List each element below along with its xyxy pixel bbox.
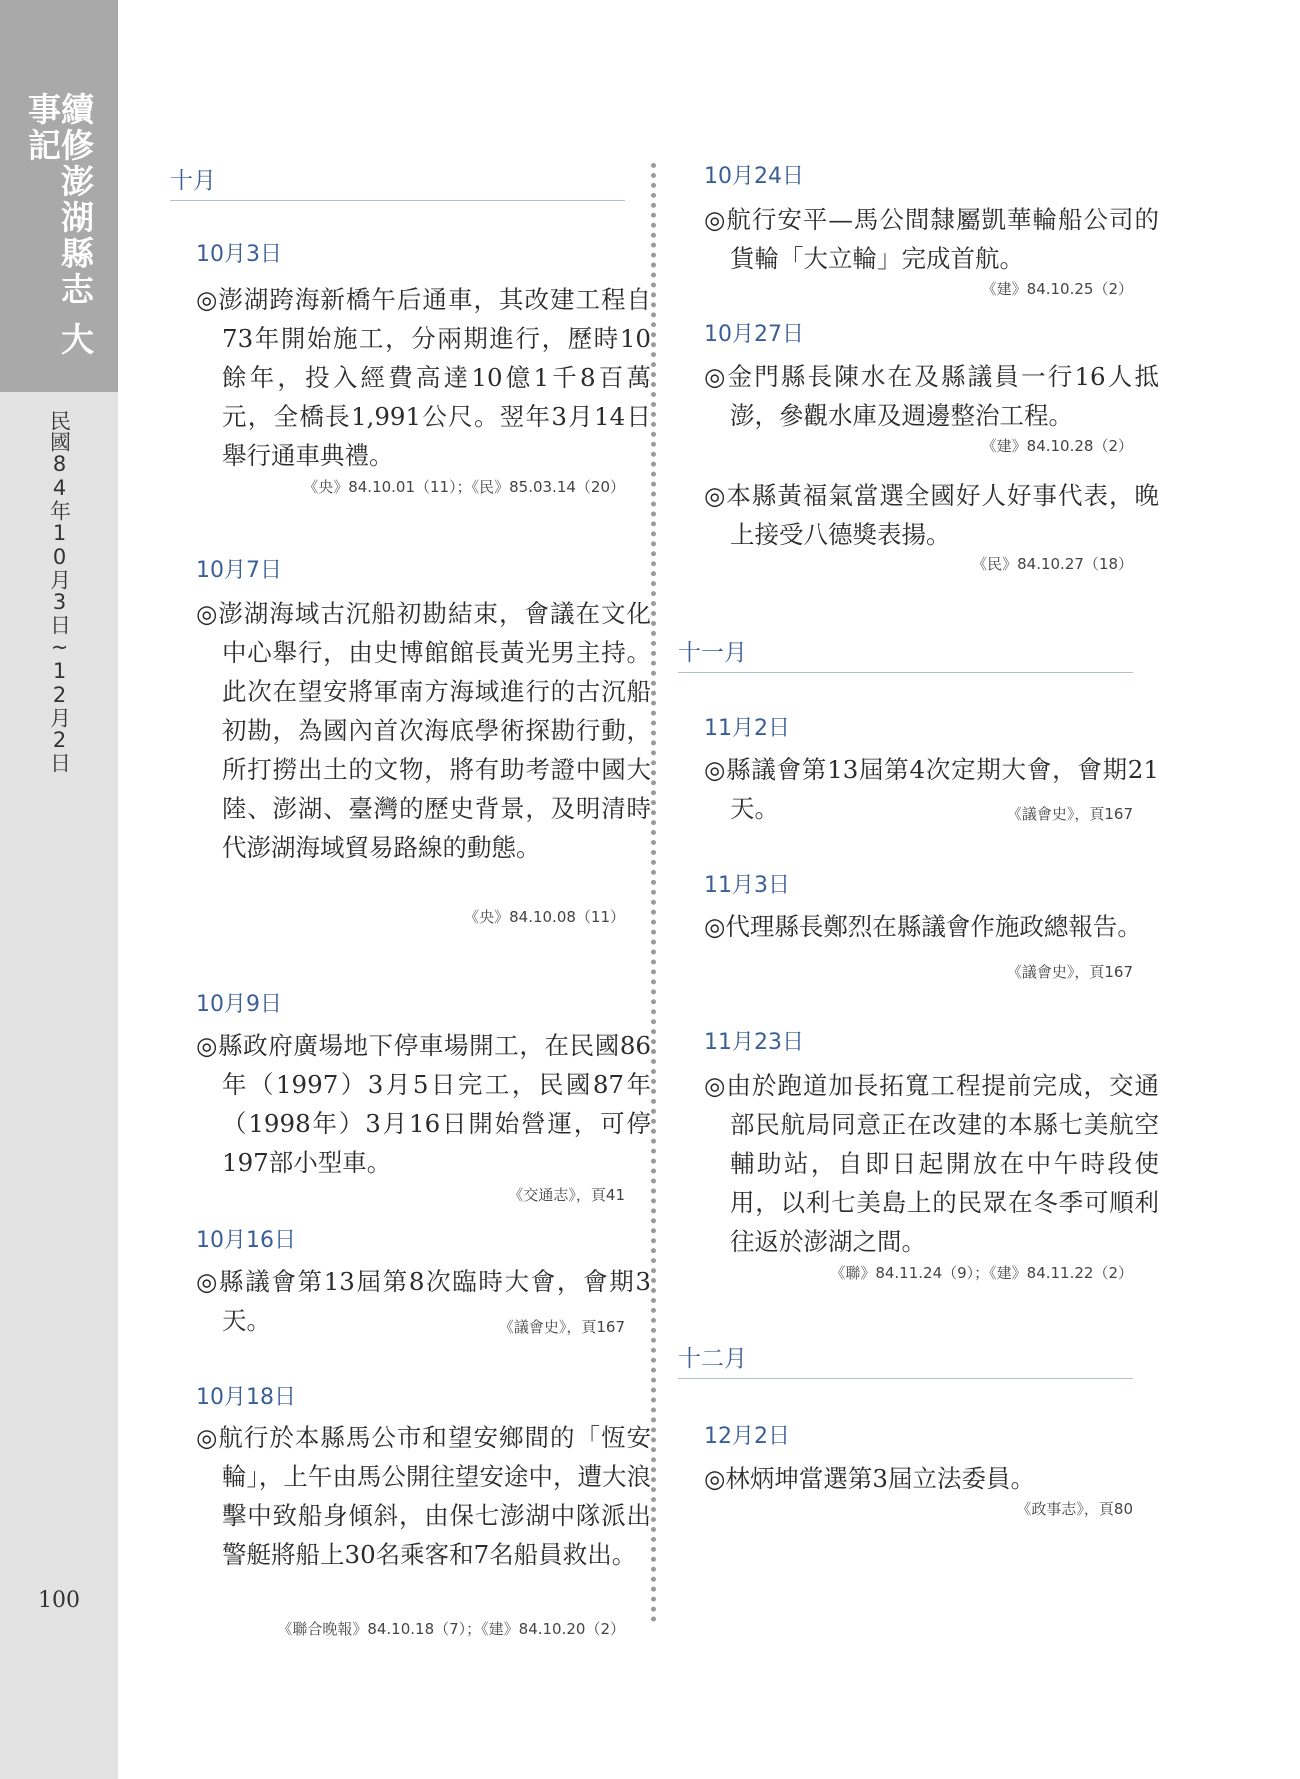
entry-date: 10月9日 bbox=[196, 992, 282, 1017]
entry-source: 《交通志》，頁41 bbox=[508, 1186, 625, 1204]
entry-text: ◎本縣黃福氣當選全國好人好事代表，晚上接受八德獎表揚。 bbox=[704, 481, 1159, 549]
entry-text: ◎代理縣長鄭烈在縣議會作施政總報告。 bbox=[704, 912, 1142, 941]
book-title bbox=[23, 92, 95, 392]
entry-date: 10月16日 bbox=[196, 1228, 296, 1253]
entry-date: 10月24日 bbox=[704, 164, 804, 189]
entry-date: 10月27日 bbox=[704, 322, 804, 347]
entry-source: 《聯合晚報》84.10.18（7）；《建》84.10.20（2） bbox=[277, 1620, 625, 1638]
entry-date: 11月23日 bbox=[704, 1030, 804, 1055]
entry-source: 《央》84.10.08（11） bbox=[464, 908, 625, 926]
entry-text: ◎航行於本縣馬公市和望安鄉間的「恆安輪」，上午由馬公開往望安途中，遭大浪擊中致船身傾斜，由保七澎湖中隊派出警艇將船上30名乘客和7名船員救出。 bbox=[196, 1423, 651, 1569]
entry-text: ◎林炳坤當選第3屆立法委員。 bbox=[704, 1464, 1035, 1493]
entry-text: ◎由於跑道加長拓寬工程提前完成，交通部民航局同意正在改建的本縣七美航空輔助站，自即日起開放在中午時段使用，以利七美島上的民眾在冬季可順利往返於澎湖之間。 bbox=[704, 1071, 1159, 1256]
entry-text: ◎澎湖海域古沉船初勘結束，會議在文化中心舉行，由史博館館長黃光男主持。此次在望安將軍南方海域進行的古沉船初勘，為國內首次海底學術探勘行動，所打撈出土的文物，將有助考證中國大陸、澎湖、臺灣的歷史背景，及明清時代澎湖海域貿易路線的動態。 bbox=[196, 599, 651, 862]
month-heading-december: 十二月 bbox=[678, 1346, 1133, 1379]
entry-date: 10月7日 bbox=[196, 558, 282, 583]
month-heading-november: 十一月 bbox=[678, 640, 1133, 673]
entry-date: 11月3日 bbox=[704, 873, 790, 898]
entry-date: 10月3日 bbox=[196, 242, 282, 267]
entry-source: 《央》84.10.01（11）；《民》85.03.14（20） bbox=[303, 478, 625, 496]
book-title-text: 續修澎湖縣志 bbox=[56, 92, 95, 308]
entry-text: ◎縣議會第13屆第4次定期大會，會期21天。 bbox=[704, 755, 1159, 823]
entry-source: 《議會史》，頁167 bbox=[1006, 805, 1133, 823]
sidebar-title-block bbox=[0, 0, 118, 392]
entry-text: ◎金門縣長陳水在及縣議員一行16人抵澎，參觀水庫及週邊整治工程。 bbox=[704, 362, 1159, 430]
sidebar bbox=[0, 0, 118, 1779]
entry-source: 《民》84.10.27（18） bbox=[972, 555, 1133, 573]
entry-source: 《議會史》，頁167 bbox=[1006, 963, 1133, 981]
entry-date: 11月2日 bbox=[704, 716, 790, 741]
entry-source: 《建》84.10.25（2） bbox=[981, 280, 1133, 298]
entry-source: 《政事志》，頁80 bbox=[1016, 1500, 1133, 1518]
entry-source: 《建》84.10.28（2） bbox=[981, 437, 1133, 455]
month-heading-october: 十月 bbox=[170, 168, 625, 201]
entry-date: 12月2日 bbox=[704, 1424, 790, 1449]
date-range: 民國84年10月3日~12月2日 bbox=[47, 410, 72, 773]
entry-text: ◎航行安平—馬公間隸屬凱華輪船公司的貨輪「大立輪」完成首航。 bbox=[704, 205, 1159, 273]
entry-source: 《聯》84.11.24（9）；《建》84.11.22（2） bbox=[830, 1264, 1133, 1282]
entry-text: ◎縣議會第13屆第8次臨時大會，會期3天。 bbox=[196, 1267, 651, 1335]
page-number: 100 bbox=[38, 1588, 80, 1613]
entry-text: ◎澎湖跨海新橋午后通車，其改建工程自73年開始施工，分兩期進行，歷時10餘年，投入經費高達10億1千8百萬元，全橋長1,991公尺。翌年3月14日舉行通車典禮。 bbox=[196, 285, 651, 470]
column-divider bbox=[651, 163, 656, 1623]
entry-date: 10月18日 bbox=[196, 1385, 296, 1410]
entry-text: ◎縣政府廣場地下停車場開工，在民國86年（1997）3月5日完工，民國87年（1998年）3月16日開始營運，可停197部小型車。 bbox=[196, 1031, 651, 1177]
section-title: 大事記 bbox=[23, 92, 95, 358]
entry-source: 《議會史》，頁167 bbox=[498, 1318, 625, 1336]
